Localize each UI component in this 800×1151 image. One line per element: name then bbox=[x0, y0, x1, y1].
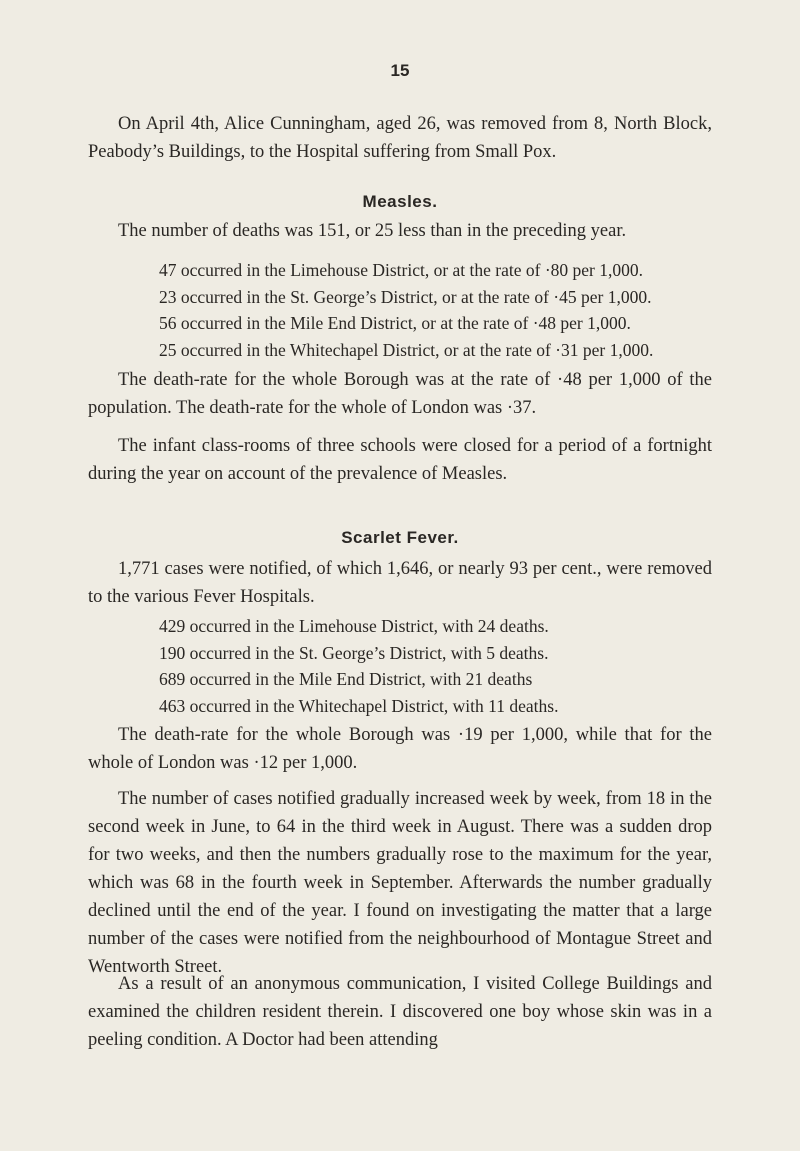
scarlet-fever-weekly: The number of cases notified gradually increased week by week, from 18 in the second week in June, to 64 in the third week in August. There was a sudden drop for two weeks, and then the numbers gradually rose to the maximum for the year, which was 68 in the fourth week in September. Afterwards the number gradually declined until the end of the year. I found on investigating the matter that a large number of the cases were notified from the neighbourhood of Montague Street and Wentworth Street. bbox=[88, 789, 712, 977]
list-item: 25 occurred in the Whitechapel District, or at the rate of ·31 per 1,000. bbox=[159, 339, 654, 360]
scarlet-fever-district-list bbox=[159, 613, 719, 719]
page-number: 15 bbox=[390, 61, 410, 80]
measles-schools: The infant class-rooms of three schools were closed for a period of a fortnight during the year on account of the prevalence of Measles. bbox=[88, 436, 712, 484]
measles-district-list bbox=[159, 257, 719, 363]
list-item: 47 occurred in the Limehouse District, or at the rate of ·80 per 1,000. bbox=[159, 260, 644, 280]
list-item: 190 occurred in the St. George’s District, with 5 deaths. bbox=[159, 642, 549, 663]
scarlet-fever-heading: Scarlet Fever. bbox=[341, 528, 459, 547]
list-item: 463 occurred in the Whitechapel District, with 11 deaths. bbox=[159, 695, 559, 716]
scarlet-fever-summary: 1,771 cases were notified, of which 1,646, or nearly 93 per cent., were removed to the various Fever Hospitals. bbox=[88, 559, 712, 607]
list-item: 689 occurred in the Mile End District, with 21 deaths bbox=[159, 669, 533, 689]
intro-paragraph: On April 4th, Alice Cunningham, aged 26, was removed from 8, North Block, Peabody’s Buildings, to the Hospital suffering from Small Pox. bbox=[88, 114, 712, 162]
college-buildings-paragraph: As a result of an anonymous communication, I visited College Buildings and examined the children resident therein. I discovered one boy whose skin was in a peeling condition. A Doctor had been attending bbox=[88, 974, 712, 1050]
list-item: 56 occurred in the Mile End District, or at the rate of ·48 per 1,000. bbox=[159, 313, 631, 333]
list-item: 429 occurred in the Limehouse District, with 24 deaths. bbox=[159, 616, 549, 636]
list-item: 23 occurred in the St. George’s District, or at the rate of ·45 per 1,000. bbox=[159, 286, 652, 307]
measles-death-rate: The death-rate for the whole Borough was at the rate of ·48 per 1,000 of the population. The death-rate for the whole of London was ·37. bbox=[88, 370, 712, 418]
scarlet-fever-death-rate: The death-rate for the whole Borough was ·19 per 1,000, while that for the whole of London was ·12 per 1,000. bbox=[88, 725, 712, 773]
measles-summary: The number of deaths was 151, or 25 less than in the preceding year. bbox=[118, 221, 627, 241]
measles-heading: Measles. bbox=[362, 192, 438, 211]
